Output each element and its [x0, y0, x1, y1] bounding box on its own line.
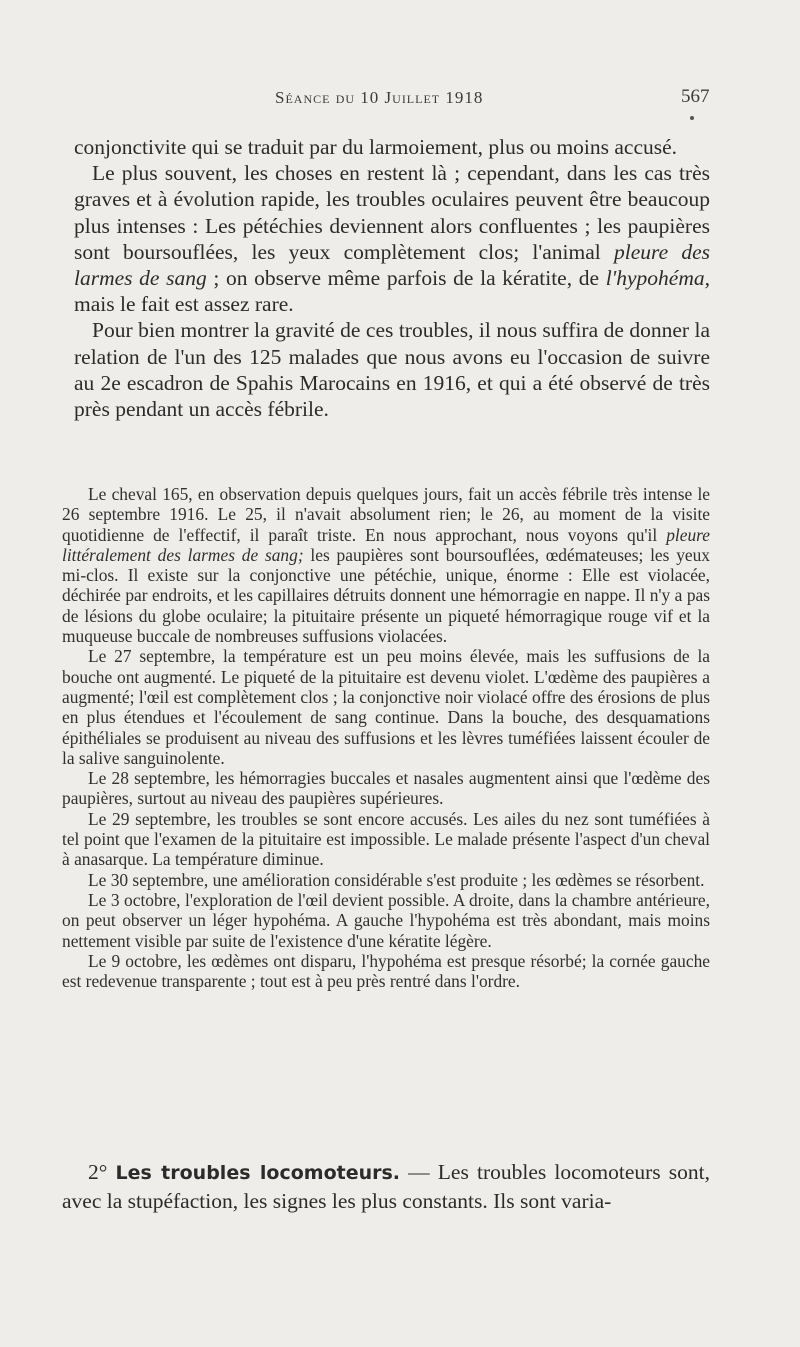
intro-paragraph-1: conjonctivite qui se traduit par du larmoiement, plus ou moins accusé. — [74, 135, 678, 159]
section-heading: Les troubles locomoteurs. — [115, 1162, 401, 1184]
case-report-block — [62, 484, 710, 991]
section-number: 2° — [88, 1160, 108, 1184]
italic-term: l'hypohéma, — [605, 266, 710, 291]
case-paragraph-6: Le 3 octobre, l'exploration de l'œil devient possible. A droite, dans la chambre antérieure, on peut observer un léger hypohéma. A gauche l'hypohéma est très abondant, mais moins nettement visible par suite de l'existence d'une kératite légère. — [62, 889, 710, 951]
ink-dot — [690, 116, 694, 120]
italic-phrase: pleure des larmes de sang — [74, 239, 710, 291]
intro-paragraph-2: Le plus souvent, les choses en restent là ; cependant, dans les cas très graves et à évolution rapide, les troubles oculaires peuvent être beaucoup plus intenses : Les pétéchies deviennent alors confluentes ; les paupières sont boursouflées, les yeux complètement clos; l'animal pleure des larmes de sang ; on observe même parfois de la kératite, de l'hypohéma, mais le fait est assez rare. — [74, 161, 710, 317]
case-paragraph-2: Le 27 septembre, la température est un peu moins élevée, mais les suffusions de la bouche ont augmenté. Le piqueté de la pituitaire est devenu violet. L'œdème des paupières a augmenté; l'œil est complètement clos ; la conjonctive noir violacé offre des érosions de plus en plus étendues et l'écoulement de sang continue. Dans la bouche, des desquamations épithéliales se produisent au niveau des suffusions et les lèvres tuméfiées laissent écouler de la salive sanguinolente. — [62, 646, 710, 768]
section-two-paragraph: 2° Les troubles locomoteurs. — Les troubles locomoteurs sont, avec la stupéfaction, les signes les plus constants. Ils sont varia- — [62, 1160, 711, 1213]
case-paragraph-4: Le 29 septembre, les troubles se sont encore accusés. Les ailes du nez sont tuméfiées à tel point que l'examen de la pituitaire est impossible. Le malade présente l'aspect d'un cheval à anasarque. La température diminue. — [62, 808, 710, 870]
case-paragraph-7: Le 9 octobre, les œdèmes ont disparu, l'hypohéma est presque résorbé; la cornée gauche est redevenue transparente ; tout est à peu près rentré dans l'ordre. — [62, 950, 710, 992]
section-two-block — [62, 1158, 710, 1215]
running-title: Séance du 10 Juillet 1918 — [275, 88, 484, 107]
italic-phrase: pleure littéralement des larmes de sang; — [62, 524, 710, 565]
case-paragraph-3: Le 28 septembre, les hémorragies buccales et nasales augmentent ainsi que l'œdème des paupières, surtout au niveau des paupières supérieures. — [62, 768, 710, 809]
intro-text-block — [74, 134, 710, 422]
case-paragraph-1: Le cheval 165, en observation depuis quelques jours, fait un accès fébrile très intense le 26 septembre 1916. Le 25, il n'avait absolument rien; le 26, au moment de la visite quotidienne de l'effectif, il paraît triste. En nous approchant, nous voyons qu'il pleure littéralement des larmes de sang; les paupières sont boursouflées, œdémateuses; les yeux mi-clos. Il existe sur la conjonctive une pétéchie, unique, énorme : Elle est violacée, déchirée par endroits, et les capillaires détruits donnent une hémorragie en nappe. Il n'y a pas de lésions du globe oculaire; la pituitaire présente un piqueté hémorragique rouge vif et la muqueuse buccale de nombreuses suffusions violacées. — [62, 484, 710, 647]
case-paragraph-5: Le 30 septembre, une amélioration considérable s'est produite ; les œdèmes se résorbent. — [88, 869, 705, 890]
intro-paragraph-3: Pour bien montrer la gravité de ces troubles, il nous suffira de donner la relation de l'un des 125 malades que nous avons eu l'occasion de suivre au 2e escadron de Spahis Marocains en 1916, et qui a été observé de très près pendant un accès fébrile. — [74, 318, 710, 422]
page-number: 567 — [681, 86, 710, 107]
